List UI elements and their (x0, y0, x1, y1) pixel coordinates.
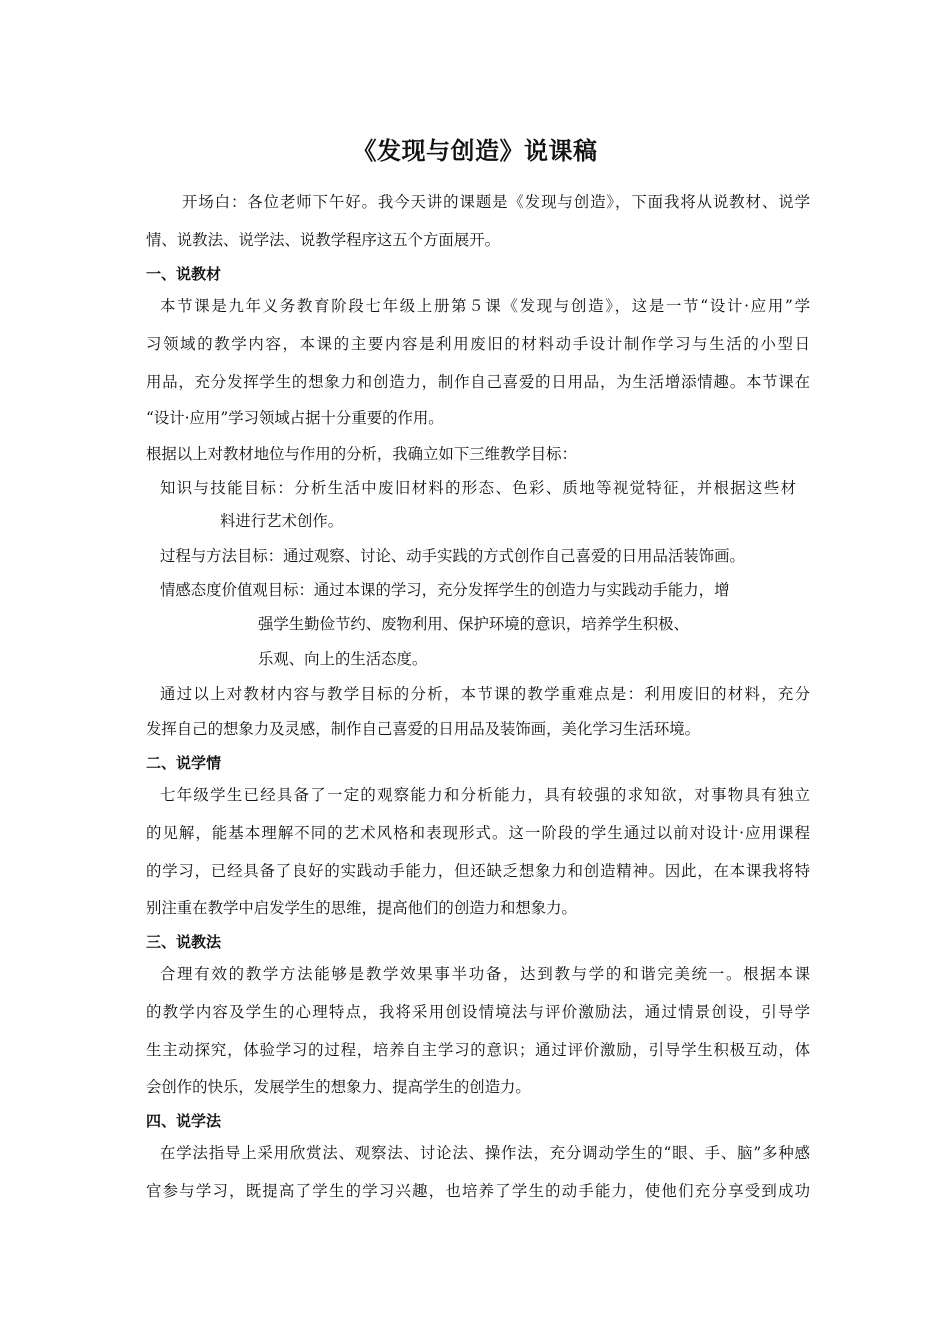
section-heading-textbook: 一、说教材 (146, 265, 222, 283)
teaching-method-line-1: 合理有效的教学方法能够是教学效果事半功备，达到教与学的和谐完美统一。根据本课 (160, 965, 810, 983)
intro-line-2: 情、说教法、说学法、说教学程序这五个方面展开。 (146, 231, 500, 249)
learners-line-4: 别注重在教学中启发学生的思维，提高他们的创造力和想象力。 (146, 899, 577, 917)
teaching-method-line-4: 会创作的快乐，发展学生的想象力、提高学生的创造力。 (146, 1078, 531, 1096)
goal-process: 过程与方法目标：通过观察、讨论、动手实践的方式创作自己喜爱的日用品活装饰画。 (160, 547, 745, 565)
learning-method-line-1: 在学法指导上采用欣赏法、观察法、讨论法、操作法，充分调动学生的“眼、手、脑”多种感 (160, 1144, 810, 1162)
textbook-para3-line-2: 发挥自己的想象力及灵感，制作自己喜爱的日用品及装饰画，美化学习生活环境。 (146, 720, 701, 738)
learners-line-1: 七年级学生已经具备了一定的观察能力和分析能力，具有较强的求知欲，对事物具有独立 (160, 786, 810, 804)
section-heading-teaching-method: 三、说教法 (146, 933, 222, 951)
textbook-para1-line-3: 用品，充分发挥学生的想象力和创造力，制作自己喜爱的日用品，为生活增添情趣。本节课在 (146, 373, 810, 391)
textbook-para2: 根据以上对教材地位与作用的分析，我确立如下三维教学目标： (146, 445, 577, 463)
section-heading-learning-method: 四、说学法 (146, 1112, 222, 1130)
learners-line-2: 的见解，能基本理解不同的艺术风格和表现形式。这一阶段的学生通过以前对设计·应用课程 (146, 824, 810, 842)
goal-knowledge-line-1: 知识与技能目标：分析生活中废旧材料的形态、色彩、质地等视觉特征，并根据这些材 (160, 479, 796, 497)
textbook-para1-line-4: “设计·应用”学习领域占据十分重要的作用。 (146, 409, 444, 427)
textbook-para3-line-1: 通过以上对教材内容与教学目标的分析，本节课的教学重难点是：利用废旧的材料，充分 (160, 685, 810, 703)
textbook-para1-line-1: 本节课是九年义务教育阶段七年级上册第５课《发现与创造》，这是一节“设计·应用”学 (160, 297, 810, 315)
document-title: 《发现与创造》说课稿 (352, 137, 598, 165)
intro-line-1: 开场白：各位老师下午好。我今天讲的课题是《发现与创造》，下面我将从说教材、说学 (182, 193, 810, 211)
goal-emotion-line-2: 强学生勤俭节约、废物利用、保护环境的意识，培养学生积极、 (258, 615, 689, 633)
goal-emotion-line-1: 情感态度价值观目标：通过本课的学习，充分发挥学生的创造力与实践动手能力，增 (160, 581, 730, 599)
learning-method-line-2: 官参与学习，既提高了学生的学习兴趣，也培养了学生的动手能力，使他们充分享受到成功 (146, 1182, 810, 1200)
teaching-method-line-2: 的教学内容及学生的心理特点，我将采用创设情境法与评价激励法，通过情景创设，引导学 (146, 1003, 810, 1021)
textbook-para1-line-2: 习领域的教学内容，本课的主要内容是利用废旧的材料动手设计制作学习与生活的小型日 (146, 335, 810, 353)
goal-knowledge-line-2: 料进行艺术创作。 (220, 512, 344, 530)
teaching-method-line-3: 生主动探究，体验学习的过程，培养自主学习的意识；通过评价激励，引导学生积极互动，体 (146, 1041, 810, 1059)
learners-line-3: 的学习，已经具备了良好的实践动手能力，但还缺乏想象力和创造精神。因此，在本课我将特 (146, 862, 810, 880)
section-heading-learners: 二、说学情 (146, 754, 222, 772)
goal-emotion-line-3: 乐观、向上的生活态度。 (258, 650, 428, 668)
